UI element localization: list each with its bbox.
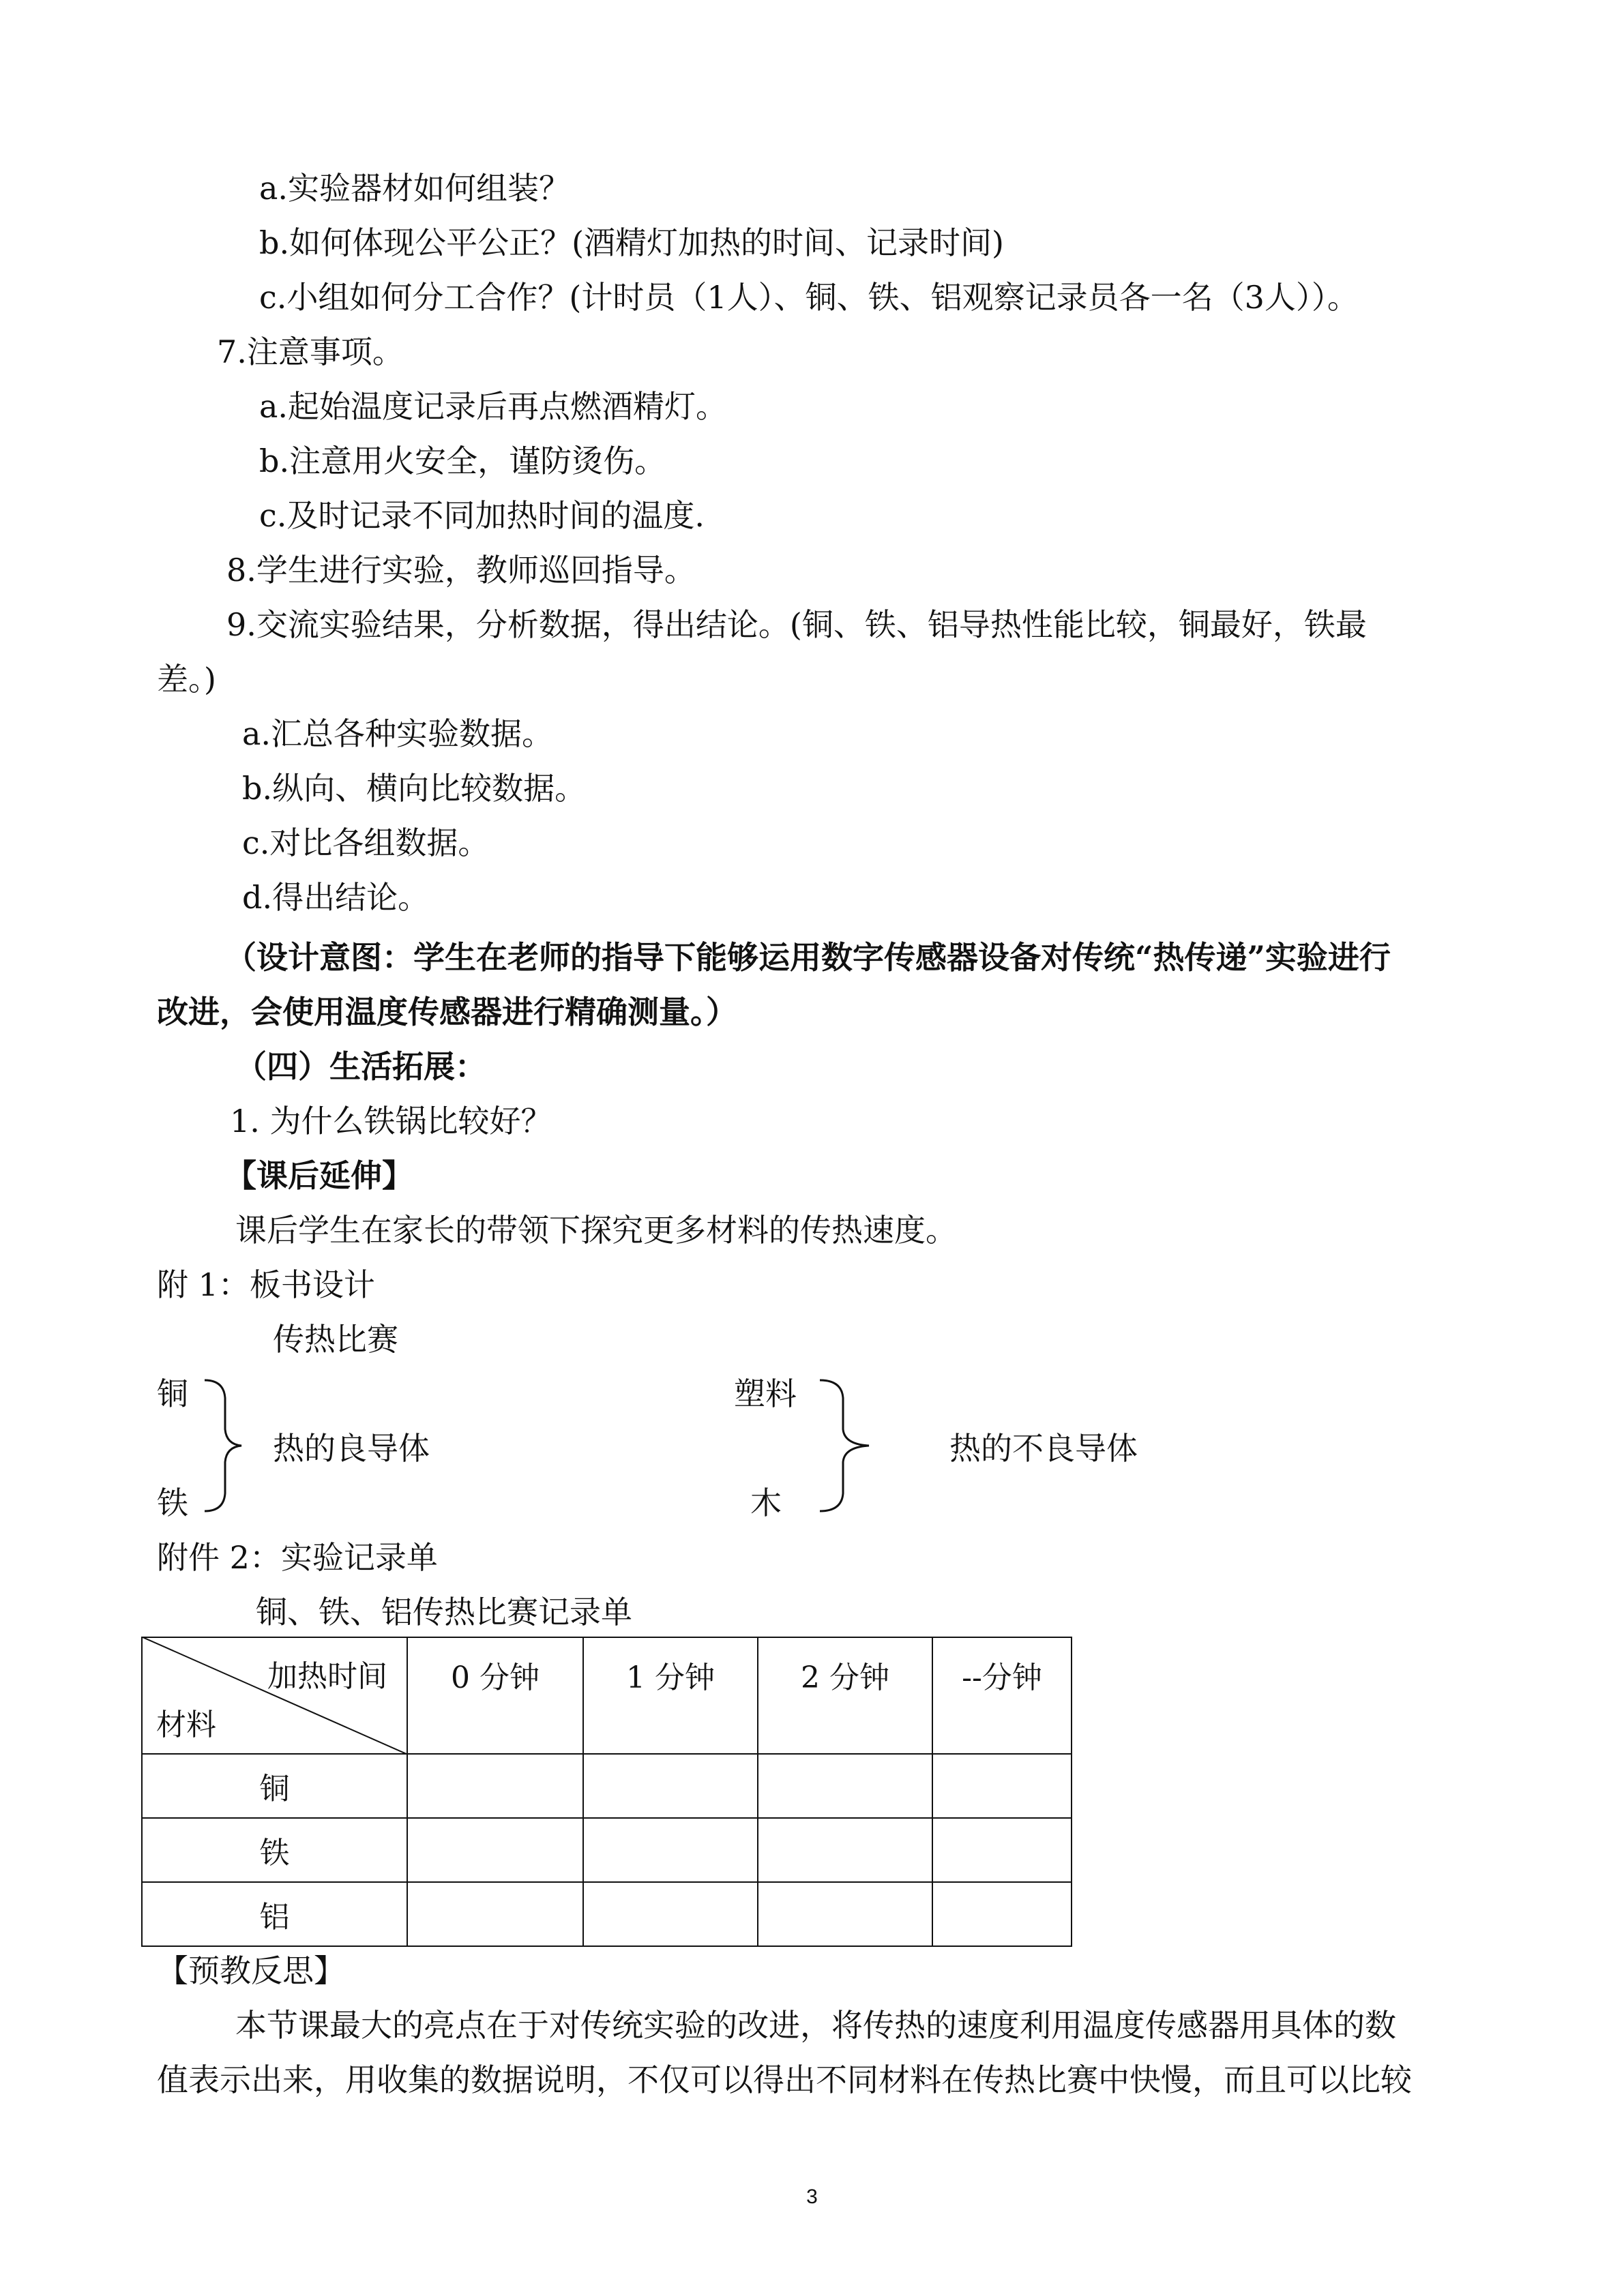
- board-item: 铁: [157, 1485, 188, 1521]
- board-item: 铜: [157, 1375, 188, 1412]
- row-label: 铝: [142, 1882, 407, 1946]
- header-material: 材料: [156, 1708, 216, 1742]
- text-line: 8.学生进行实验，教师巡回指导。: [226, 552, 696, 588]
- design-intent: （设计意图：学生在老师的指导下能够运用数字传感器设备对传统“热传递”实验进行: [225, 939, 1391, 976]
- section-heading: 【课后延伸】: [225, 1157, 413, 1194]
- record-table: [141, 1637, 1072, 1947]
- text-line: c.对比各组数据。: [242, 824, 490, 861]
- text-line: b.纵向、横向比较数据。: [242, 770, 587, 807]
- data-cell[interactable]: [932, 1818, 1072, 1882]
- row-label: 铁: [142, 1818, 407, 1882]
- section-heading: （四）生活拓展：: [235, 1048, 486, 1085]
- data-cell[interactable]: [932, 1754, 1072, 1818]
- text-line: 1. 为什么铁锅比较好？: [230, 1103, 552, 1139]
- text-line: b.如何体现公平公正？(酒精灯加热的时间、记录时间): [259, 224, 1004, 261]
- column-header: 0 分钟: [407, 1637, 583, 1754]
- data-cell[interactable]: [758, 1882, 932, 1946]
- appendix-label: 附件 2：实验记录单: [157, 1539, 438, 1576]
- text-line: b.注意用火安全，谨防烫伤。: [259, 443, 666, 479]
- board-label: 热的不良导体: [949, 1430, 1138, 1467]
- appendix-label: 附 1：板书设计: [157, 1266, 375, 1303]
- text-line: 9.交流实验结果，分析数据，得出结论。(铜、铁、铝导热性能比较，铜最好，铁最: [226, 606, 1367, 643]
- data-cell[interactable]: [758, 1754, 932, 1818]
- table-title: 铜、铁、铝传热比赛记录单: [256, 1594, 632, 1630]
- data-cell[interactable]: [407, 1882, 583, 1946]
- text-line: 值表示出来，用收集的数据说明，不仅可以得出不同材料在传热比赛中快慢，而且可以比较: [157, 2061, 1412, 2098]
- data-cell[interactable]: [583, 1818, 758, 1882]
- text-line: a.起始温度记录后再点燃酒精灯。: [259, 388, 728, 425]
- design-intent: 改进，会使用温度传感器进行精确测量。）: [157, 994, 737, 1030]
- table-row: [142, 1818, 1072, 1882]
- board-item: 塑料: [734, 1375, 797, 1412]
- column-header: 2 分钟: [758, 1637, 932, 1754]
- table-header-row: [142, 1637, 1072, 1754]
- text-line: a.实验器材如何组装？: [259, 170, 571, 207]
- text-line: 差。): [157, 661, 216, 698]
- text-line: c.及时记录不同加热时间的温度.: [259, 497, 705, 534]
- board-title: 传热比赛: [273, 1321, 398, 1358]
- left-brace-icon: [203, 1377, 244, 1514]
- text-line: 本节课最大的亮点在于对传统实验的改进，将传热的速度利用温度传感器用具体的数: [235, 2007, 1396, 2044]
- text-line: c.小组如何分工合作？(计时员（1人）、铜、铁、铝观察记录员各一名（3人））。: [259, 279, 1359, 316]
- column-header: 1 分钟: [583, 1637, 758, 1754]
- diagonal-header-cell: [142, 1637, 407, 1754]
- text-line: 7.注意事项。: [217, 333, 404, 370]
- header-heating-time: 加热时间: [267, 1659, 387, 1694]
- text-line: a.汇总各种实验数据。: [242, 715, 554, 752]
- text-line: 课后学生在家长的带领下探究更多材料的传热速度。: [235, 1212, 957, 1249]
- table-row: [142, 1754, 1072, 1818]
- table-row: [142, 1882, 1072, 1946]
- section-heading: 【预教反思】: [157, 1952, 345, 1989]
- data-cell[interactable]: [407, 1754, 583, 1818]
- data-cell[interactable]: [932, 1882, 1072, 1946]
- text-line: d.得出结论。: [242, 879, 430, 916]
- right-brace-icon: [818, 1377, 873, 1514]
- data-cell[interactable]: [583, 1754, 758, 1818]
- page-number: 3: [806, 2186, 818, 2208]
- column-header: --分钟: [932, 1637, 1072, 1754]
- board-label: 热的良导体: [273, 1430, 430, 1467]
- data-cell[interactable]: [583, 1882, 758, 1946]
- board-item: 木: [750, 1485, 782, 1521]
- row-label: 铜: [142, 1754, 407, 1818]
- data-cell[interactable]: [758, 1818, 932, 1882]
- data-cell[interactable]: [407, 1818, 583, 1882]
